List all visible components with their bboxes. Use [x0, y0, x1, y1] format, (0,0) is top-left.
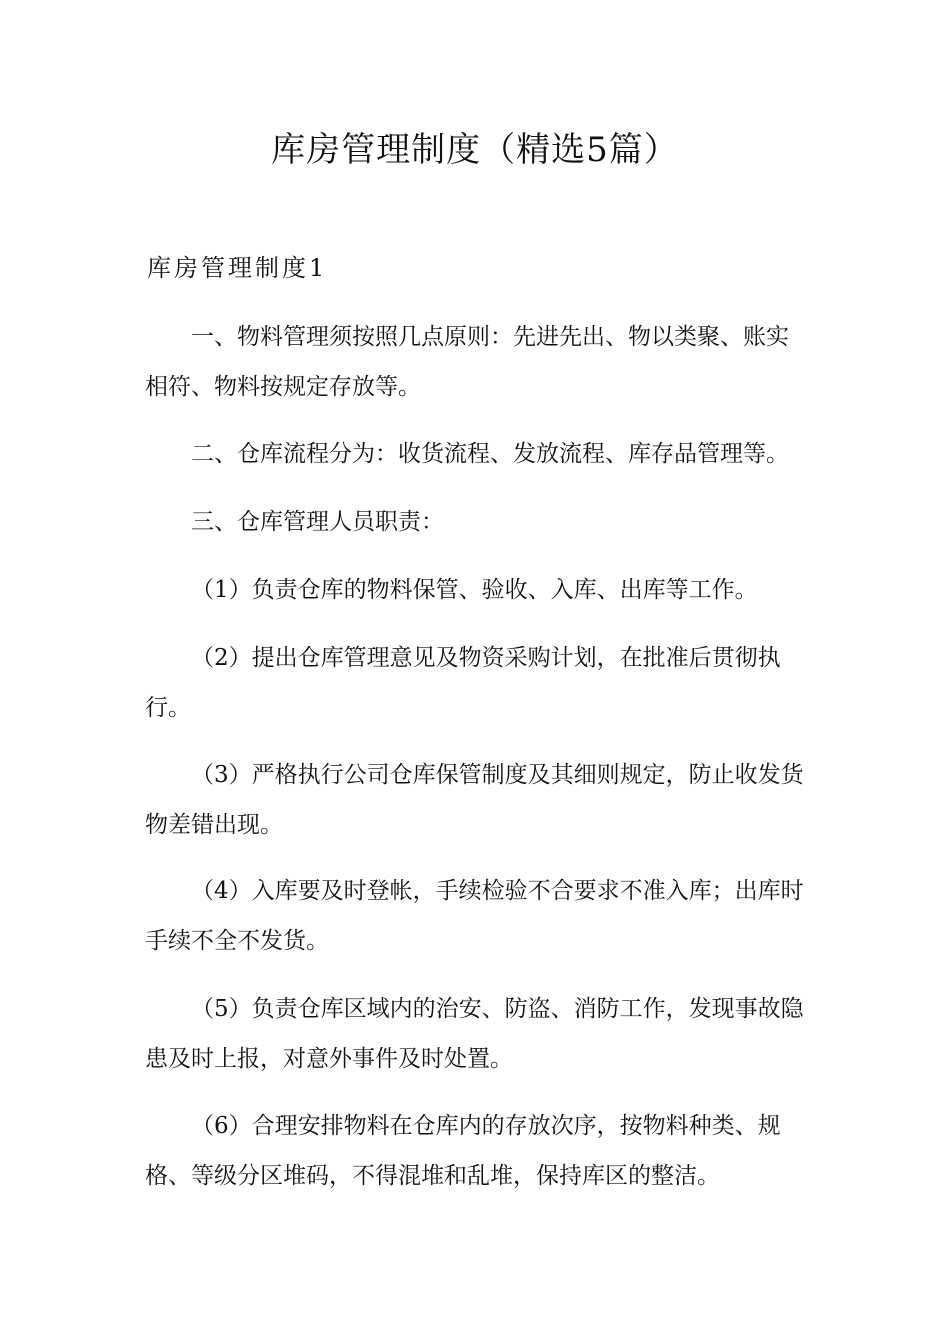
document-title: 库房管理制度（精选5篇） — [271, 130, 679, 170]
list-item: （1）负责仓库的物料保管、验收、入库、出库等工作。 — [191, 577, 758, 603]
list-item: （2）提出仓库管理意见及物资采购计划，在批准后贯彻执行。 — [145, 645, 781, 721]
list-item: （3）严格执行公司仓库保管制度及其细则规定，防止收发货物差错出现。 — [145, 762, 804, 838]
list-item: （5）负责仓库区域内的治安、防盗、消防工作，发现事故隐患及时上报，对意外事件及时处置。 — [145, 996, 804, 1072]
list-item: （4）入库要及时登帐，手续检验不合要求不准入库；出库时手续不全不发货。 — [145, 878, 804, 954]
paragraph: 二、仓库流程分为：收货流程、发放流程、库存品管理等。 — [191, 441, 789, 467]
paragraph: 一、物料管理须按照几点原则：先进先出、物以类聚、账实相符、物料按规定存放等。 — [145, 324, 789, 400]
paragraph: 三、仓库管理人员职责： — [191, 509, 444, 535]
section-heading: 库房管理制度1 — [147, 254, 328, 282]
list-item: （6）合理安排物料在仓库内的存放次序，按物料种类、规格、等级分区堆码，不得混堆和乱堆，保持库区的整洁。 — [145, 1113, 781, 1189]
